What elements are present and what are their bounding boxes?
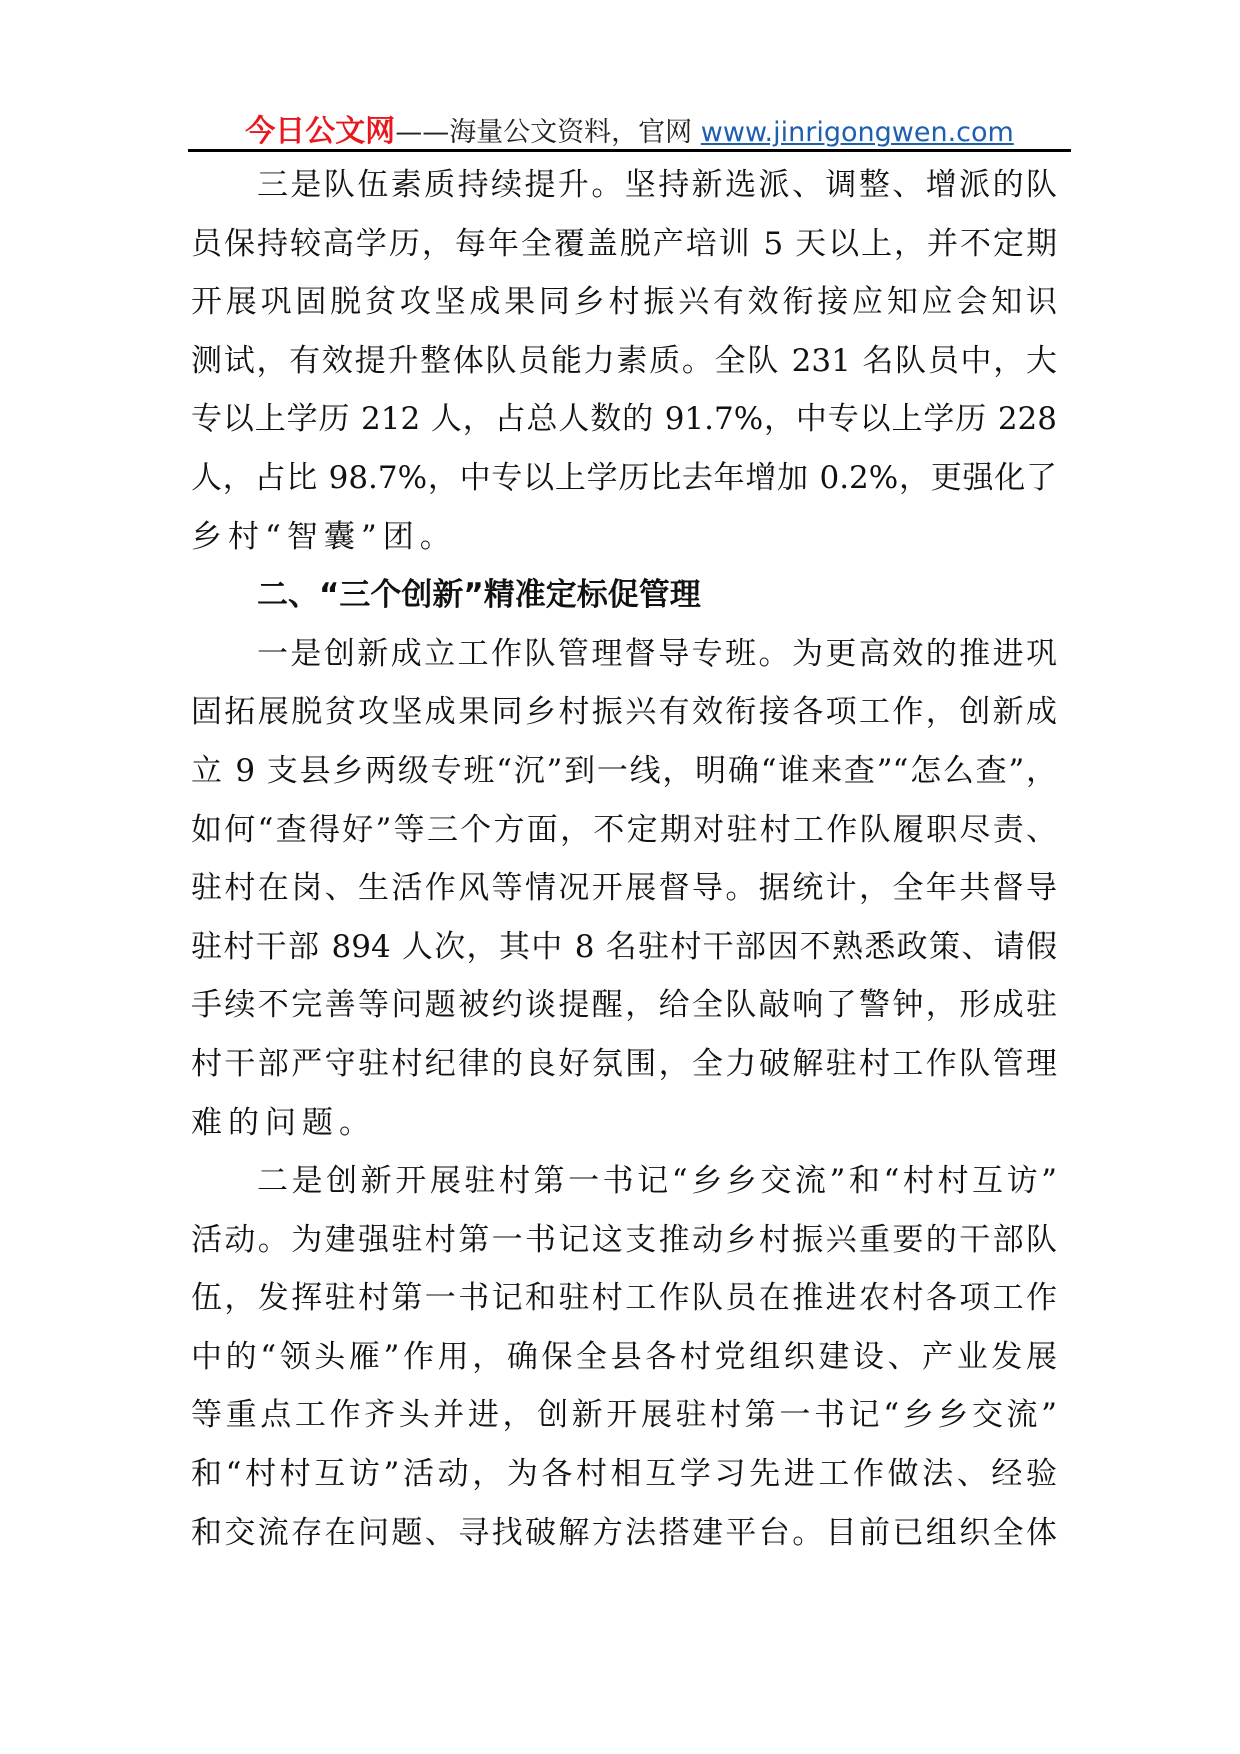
text-line: 和“村村互访”活动，为各村相互学习先进工作做法、经验 <box>191 1456 1057 1493</box>
text-line: 固拓展脱贫攻坚成果同乡村振兴有效衔接各项工作，创新成 <box>191 694 1057 731</box>
text-line: 等重点工作齐头并进，创新开展驻村第一书记“乡乡交流” <box>191 1397 1057 1434</box>
header-divider <box>188 149 1071 152</box>
text-line: 一是创新成立工作队管理督导专班。为更高效的推进巩 <box>257 635 1057 672</box>
text-line: 员保持较高学历，每年全覆盖脱产培训 5 天以上，并不定期 <box>191 225 1057 262</box>
text-line: 三是队伍素质持续提升。坚持新选派、调整、增派的队 <box>257 167 1057 203</box>
text-line: 专以上学历 212 人，占总人数的 91.7%，中专以上学历 228 <box>191 401 1057 438</box>
text-line: 驻村干部 894 人次，其中 8 名驻村干部因不熟悉政策、请假 <box>191 928 1057 965</box>
text-line: 驻村在岗、生活作风等情况开展督导。据统计，全年共督导 <box>191 870 1057 907</box>
header-tagline: ——海量公文资料，官网 <box>395 117 701 148</box>
text-line: 手续不完善等问题被约谈提醒，给全队敲响了警钟，形成驻 <box>191 987 1057 1024</box>
site-header <box>188 106 1071 149</box>
text-line: 村干部严守驻村纪律的良好氛围，全力破解驻村工作队管理 <box>191 1045 1057 1082</box>
text-line: 伍，发挥驻村第一书记和驻村工作队员在推进农村各项工作 <box>191 1280 1057 1317</box>
text-line: 测试，有效提升整体队员能力素质。全队 231 名队员中，大 <box>191 342 1057 379</box>
text-line: 活动。为建强驻村第一书记这支推动乡村振兴重要的干部队 <box>191 1221 1057 1258</box>
text-line: 乡村“智囊”团。 <box>191 518 457 555</box>
document-body <box>191 156 1057 1562</box>
text-line: 和交流存在问题、寻找破解方法搭建平台。目前已组织全体 <box>191 1514 1057 1551</box>
text-line: 难的问题。 <box>191 1104 376 1141</box>
section-heading: 二、“三个创新”精准定标促管理 <box>257 577 701 614</box>
text-line: 如何“查得好”等三个方面，不定期对驻村工作队履职尽责、 <box>191 811 1057 848</box>
website-link[interactable]: www.jinrigongwen.com <box>700 117 1014 148</box>
text-line: 中的“领头雁”作用，确保全县各村党组织建设、产业发展 <box>191 1338 1057 1375</box>
text-line: 立 9 支县乡两级专班“沉”到一线，明确“谁来查”“怎么查”， <box>191 752 1057 789</box>
brand-logo-text: 今日公文网 <box>245 114 396 149</box>
text-line: 二是创新开展驻村第一书记“乡乡交流”和“村村互访” <box>257 1163 1057 1200</box>
text-line: 人，占比 98.7%，中专以上学历比去年增加 0.2%，更强化了 <box>191 459 1057 496</box>
text-line: 开展巩固脱贫攻坚成果同乡村振兴有效衔接应知应会知识 <box>191 284 1057 321</box>
